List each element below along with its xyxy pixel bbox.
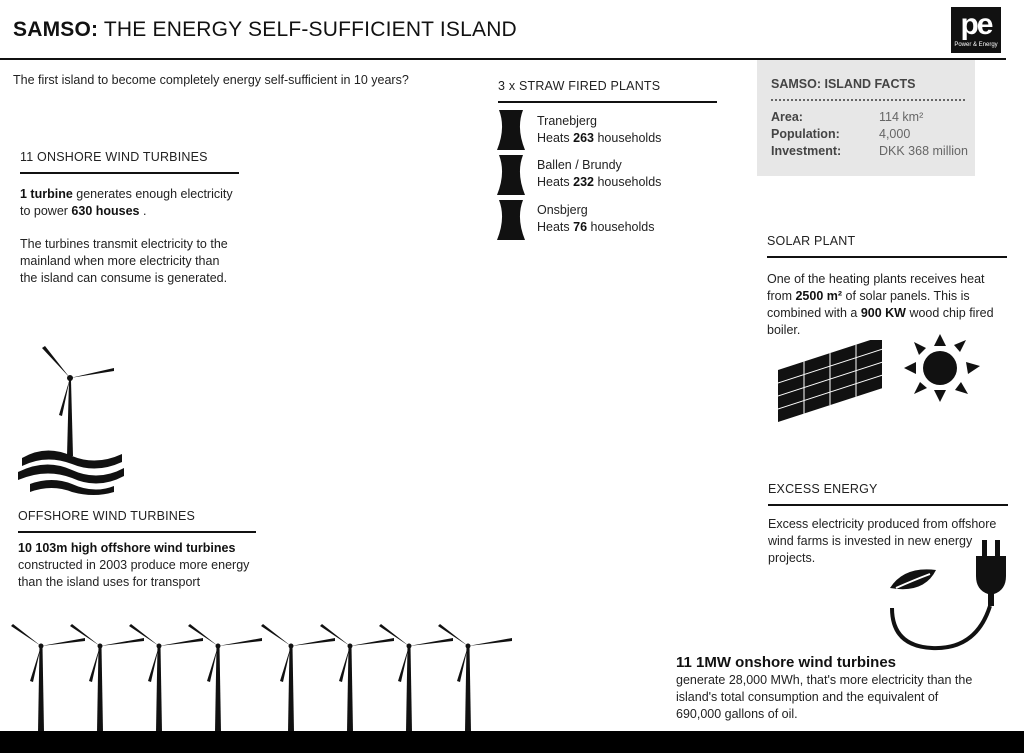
excess-heading: EXCESS ENERGY <box>768 482 878 496</box>
cooling-tower-icon <box>496 200 526 240</box>
summary-text: generate 28,000 MWh, that's more electricity than the island's total consumption and the equivalent of 690,000 gallons of oil. <box>676 673 973 721</box>
fact-population: Population: 4,000 <box>771 127 911 141</box>
island-facts-box <box>757 60 975 176</box>
excess-text: Excess electricity produced from offshore wind farms is invested in new energy projects. <box>768 517 997 565</box>
onshore-transmit-text: The turbines transmit electricity to the mainland when more electricity than the island can consume is generated. <box>20 237 228 285</box>
offshore-rule <box>18 531 256 533</box>
leaf-plug-icon <box>884 536 1020 654</box>
straw-rule <box>498 101 717 103</box>
plant-item: Ballen / Brundy Heats 232 households <box>537 158 662 189</box>
summary-title: 11 1MW onshore wind turbines <box>676 654 897 671</box>
facts-dotted-rule <box>771 99 965 101</box>
offshore-text: 10 103m high offshore wind turbines constructed in 2003 produce more energy than the island uses for transport <box>18 541 250 589</box>
solar-rule <box>767 256 1007 258</box>
turbine-icon <box>261 624 335 732</box>
onshore-heading: 11 ONSHORE WIND TURBINES <box>20 150 208 164</box>
onshore-turbines-row <box>8 624 518 732</box>
onshore-rule <box>20 172 239 174</box>
cooling-tower-icon <box>496 110 526 150</box>
plant-item: Onsbjerg Heats 76 households <box>537 203 655 234</box>
excess-rule <box>768 504 1008 506</box>
plant-item: Tranebjerg Heats 263 households <box>537 114 662 145</box>
cooling-tower-icon <box>496 155 526 195</box>
facts-title: SAMSO: ISLAND FACTS <box>771 77 916 91</box>
sun-icon <box>900 330 984 406</box>
footer-bar <box>0 731 1024 753</box>
turbine-icon <box>11 624 85 732</box>
offshore-turbine-icon <box>16 344 128 496</box>
solar-text: One of the heating plants receives heat from 2500 m² of solar panels. This is combined with a 900 KW wood chip fired boiler. <box>767 272 994 337</box>
solar-panel-icon <box>776 340 886 428</box>
fact-investment: Investment: DKK 368 million <box>771 144 968 158</box>
onshore-text: 1 turbine generates enough electricity to power 630 houses . <box>20 187 233 218</box>
pe-logo: pe Power & Energy <box>951 7 1001 53</box>
page-title: SAMSO: THE ENERGY SELF-SUFFICIENT ISLAND <box>13 18 517 41</box>
straw-heading: 3 x STRAW FIRED PLANTS <box>498 79 661 93</box>
offshore-heading: OFFSHORE WIND TURBINES <box>18 509 196 523</box>
intro-text: The first island to become completely energy self-sufficient in 10 years? <box>13 73 409 87</box>
solar-heading: SOLAR PLANT <box>767 234 856 248</box>
fact-area: Area: 114 km² <box>771 110 924 124</box>
